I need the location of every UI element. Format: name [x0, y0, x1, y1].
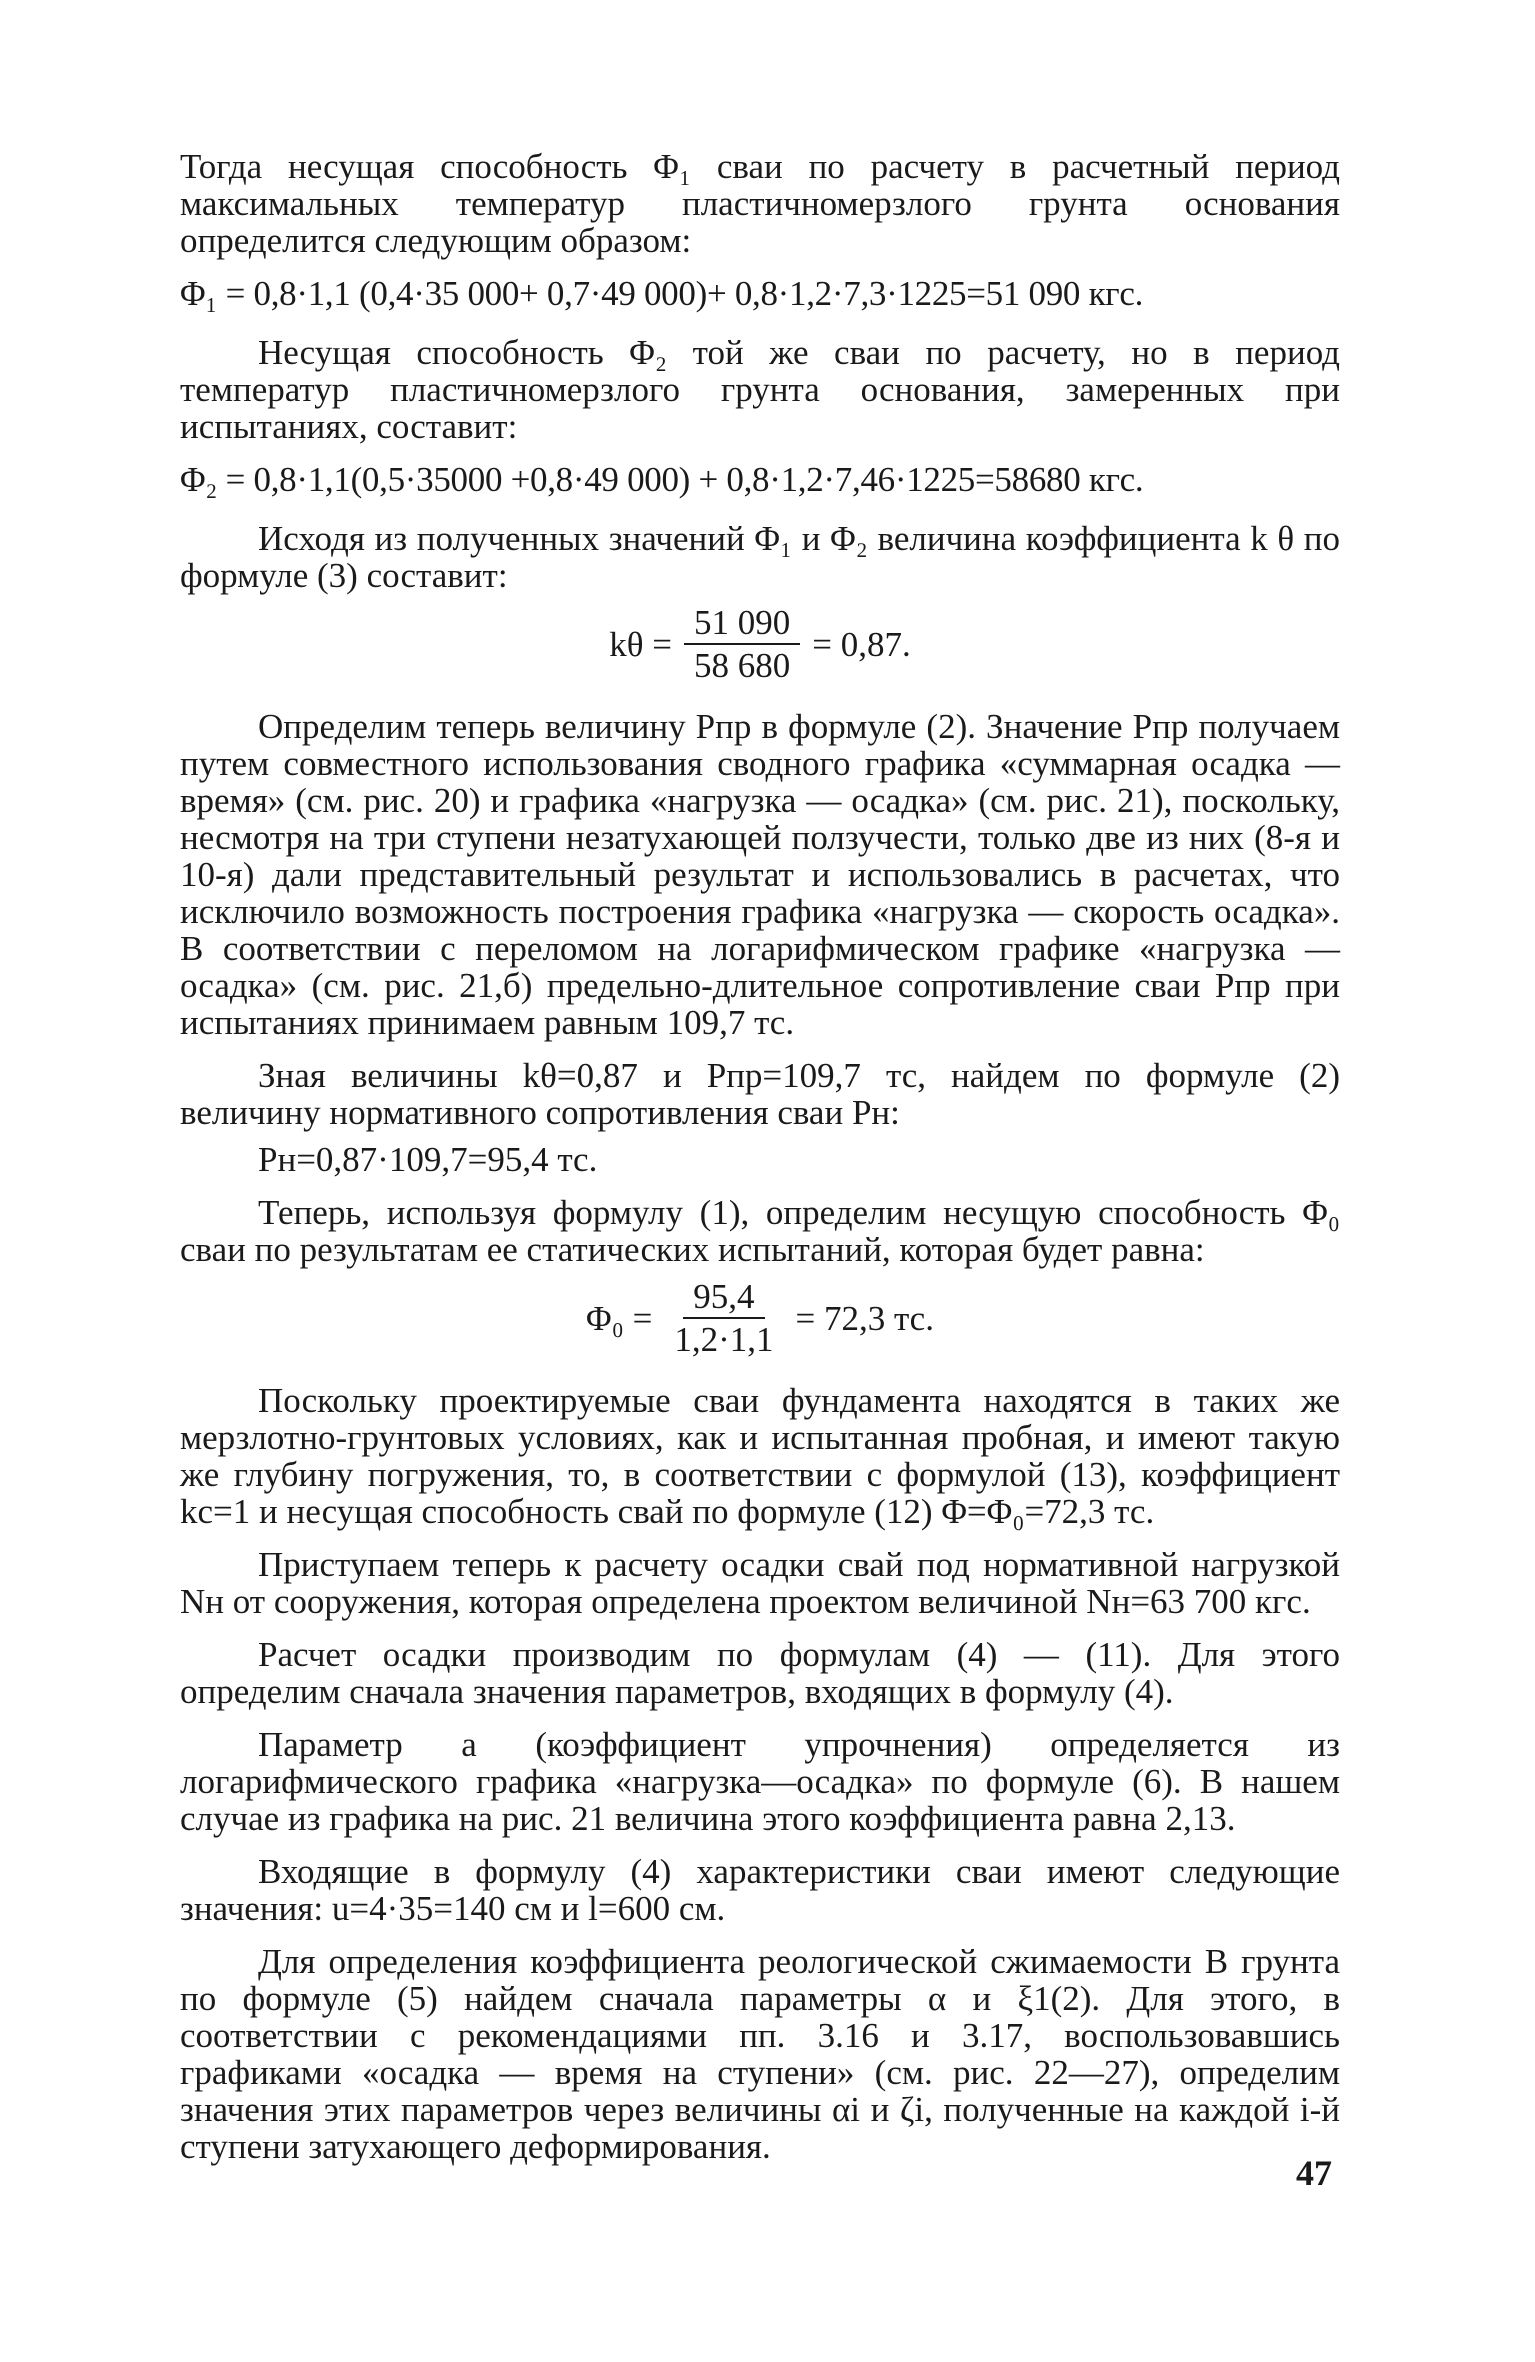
paragraph-3: Исходя из полученных значений Φ₁ и Φ₂ величина коэффициента k θ по формуле (3) составит:	[180, 519, 1340, 595]
formula-phi0-lhs: Φ₀ =	[586, 1298, 653, 1338]
paragraph-2: Несущая способность Φ₂ той же сваи по расчету, но в период температур пластичномерзлого грунта основания, замеренных при испытаниях, составит:	[180, 333, 1340, 446]
page-body	[180, 148, 1340, 2181]
paragraph-5: Зная величины kθ=0,87 и Pпр=109,7 тс, найдем по формуле (2) величину нормативного сопротивления сваи Pн:	[180, 1056, 1340, 1132]
paragraph-10: Параметр a (коэффициент упрочнения) определяется из логарифмического графика «нагрузка—осадка» по формуле (6). В нашем случае из графика на рис. 21 величина этого коэффициента равна 2,13.	[180, 1725, 1340, 1838]
paragraph-5b: Pн=0,87·109,7=95,4 тс.	[258, 1140, 598, 1179]
paragraph-11: Входящие в формулу (4) характеристики сваи имеют следующие значения: u=4·35=140 см и l=600 см.	[180, 1852, 1340, 1928]
paragraph-8: Приступаем теперь к расчету осадки свай под нормативной нагрузкой Nн от сооружения, которая определена проектом величиной Nн=63 700 кгс.	[180, 1545, 1340, 1621]
formula-k-theta	[180, 604, 1340, 684]
paragraph-7: Поскольку проектируемые сваи фундамента находятся в таких же мерзлотно-грунтовых условиях, как и испытанная пробная, и имеют такую же глубину погружения, то, в соответствии с формулой (13), коэффициент kс=1 и несущая способность свай по формуле (12) Φ=Φ₀=72,3 тс.	[180, 1381, 1340, 1531]
paragraph-9: Расчет осадки производим по формулам (4) — (11). Для этого определим сначала значения параметров, входящих в формулу (4).	[180, 1635, 1340, 1711]
paragraph-6: Теперь, используя формулу (1), определим несущую способность Φ₀ сваи по результатам ее статических испытаний, которая будет равна:	[180, 1193, 1340, 1269]
paragraph-1: Тогда несущая способность Φ₁ сваи по расчету в расчетный период максимальных температур пластичномерзлого грунта основания определится следующим образом:	[180, 147, 1340, 260]
formula-phi0-numerator: 95,4	[683, 1278, 764, 1319]
formula-phi0-rhs: = 72,3 тс.	[795, 1298, 934, 1338]
page-number: 47	[1296, 2153, 1332, 2193]
formula-phi0-fraction	[664, 1278, 783, 1358]
formula-phi0-denominator: 1,2·1,1	[674, 1320, 774, 1359]
formula-phi1: Φ₁ = 0,8·1,1 (0,4·35 000+ 0,7·49 000)+ 0,8·1,2·7,3·1225=51 090 кгс.	[180, 274, 1144, 313]
formula-k-theta-numerator: 51 090	[684, 604, 800, 645]
paragraph-4: Определим теперь величину Pпр в формуле (2). Значение Pпр получаем путем совместного использования сводного графика «суммарная осадка — время» (см. рис. 20) и графика «нагрузка — осадка» (см. рис. 21), поскольку, несмотря на три ступени незатухающей ползучести, только две из них (8-я и 10-я) дали представительный результат и использовались в расчетах, что исключило возможность построения графика «нагрузка — скорость осадка». В соответствии с переломом на логарифмическом графике «нагрузка — осадка» (см. рис. 21,б) предельно-длительное сопротивление сваи Pпр при испытаниях принимаем равным 109,7 тс.	[180, 707, 1340, 1042]
formula-k-theta-rhs: = 0,87.	[812, 624, 911, 664]
formula-phi0	[180, 1278, 1340, 1358]
paragraph-12: Для определения коэффициента реологической сжимаемости B грунта по формуле (5) найдем сначала параметры α и ξ1(2). Для этого, в соответствии с рекомендациями пп. 3.16 и 3.17, воспользовавшись графиками «осадка — время на ступени» (см. рис. 22—27), определим значения этих параметров через величины αi и ζi, полученные на каждой i-й ступени затухающего деформирования.	[180, 1942, 1340, 2166]
formula-k-theta-lhs: kθ =	[609, 624, 672, 664]
formula-k-theta-fraction	[684, 604, 800, 684]
formula-k-theta-denominator: 58 680	[694, 646, 791, 685]
formula-phi2: Φ₂ = 0,8·1,1(0,5·35000 +0,8·49 000) + 0,8·1,2·7,46·1225=58680 кгс.	[180, 460, 1144, 499]
